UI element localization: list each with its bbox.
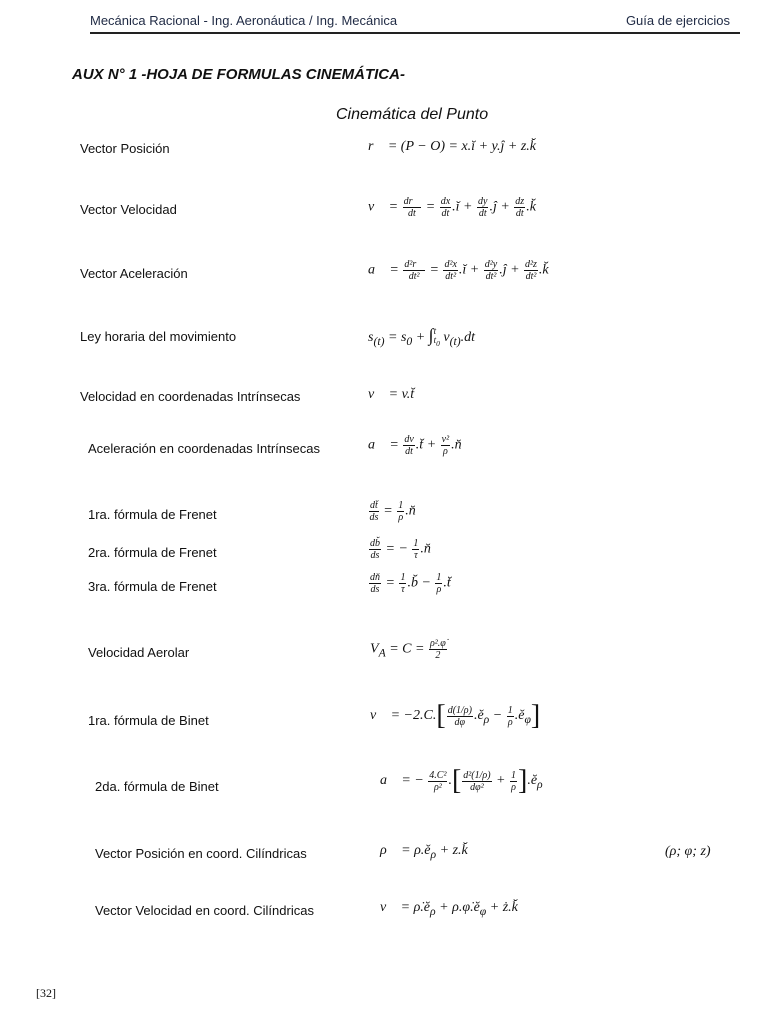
label-binet-2: 2da. fórmula de Binet: [95, 779, 219, 794]
formula-vector-velocidad: v⃗ = $\frac{dr⃗}{dt}$ = $\frac{dx}{dt}$ .ĭ + $\frac{dy}{dt}$ .ĵ + $\frac{dz}{dt}$ .k̆: [368, 196, 536, 219]
label-vector-aceleracion: Vector Aceleración: [80, 266, 188, 281]
sheet-title: AUX N° 1 -HOJA DE FORMULAS CINEMÁTICA-: [72, 66, 405, 83]
label-velocidad-aerolar: Velocidad Aerolar: [88, 645, 190, 660]
label-frenet-1: 1ra. fórmula de Frenet: [88, 507, 217, 522]
formula-vector-posicion: r⃗ = (P − O) = x.ĭ + y.ĵ + z.k̆: [368, 139, 536, 154]
label-frenet-2: 2ra. fórmula de Frenet: [88, 545, 217, 560]
formula-posicion-cilindricas: ρ⃗ = $\rho.ĕ_\rho$ + z.k̆: [380, 843, 468, 861]
formula-frenet-3: $\frac{dn̆}{ds}$ = $\frac{1}{\tau}$ .b̆ − $\frac{1}{\rho}$ .t̆: [370, 572, 451, 595]
formula-ley-horaria: $s_{(t)} = s_0$ + ∫ t $t_0$ $v_{(t)}.dt$: [368, 325, 476, 349]
formula-binet-2: a⃗ = − $\frac{\text{4.C²}}{\text{ρ²}}$ .[ $\frac{\text{d²(1/ρ)}}{\text{dφ²}}$ + $\frac{1}{\rho}$ ]$.ĕ_\rho$: [380, 765, 543, 796]
section-title: Cinemática del Punto: [336, 106, 489, 123]
label-posicion-cilindricas: Vector Posición en coord. Cilíndricas: [95, 846, 307, 861]
label-vector-velocidad: Vector Velocidad: [80, 202, 177, 217]
label-binet-1: 1ra. fórmula de Binet: [88, 713, 209, 728]
cylindrical-coordinates-note: (ρ; φ; z): [665, 844, 711, 859]
page-header: [90, 12, 740, 34]
guide-title: Guía de ejercicios: [625, 13, 730, 28]
label-velocidad-intrinsecas: Velocidad en coordenadas Intrínsecas: [80, 389, 301, 404]
formula-vector-aceleracion: a⃗ = $\frac{\text{d²r⃗}}{\text{dt²}}$ = $\frac{\text{d²x}}{\text{dt²}}$ .ĭ + $\frac{\text{d²y}}{\text{dt²}}$ .ĵ + $\frac{\text{d²z}}{\text{dt²}}$ .k̆: [368, 259, 549, 282]
formula-aceleracion-intrinsecas: a⃗ = $\frac{dv}{dt}$ .t̆ + $\frac{\text{v²}}{\rho}$ .n̆: [368, 434, 462, 457]
formula-velocidad-intrinsecas: v⃗ = v.t̆: [368, 387, 415, 402]
formula-velocidad-cilindricas: v⃗ = $\rhȯ.ĕ_\rho$ + $\rho.\varphi̇.ĕ_\varphi$ + ż.k̆: [380, 900, 518, 918]
label-velocidad-cilindricas: Vector Velocidad en coord. Cilíndricas: [95, 903, 314, 918]
page-number: [32]: [36, 986, 56, 1000]
formula-velocidad-aerolar: $V_A = C$ = $\frac{\text{ρ².φ̇}}{2}$: [370, 638, 446, 661]
label-frenet-3: 3ra. fórmula de Frenet: [88, 579, 217, 594]
label-ley-horaria: Ley horaria del movimiento: [80, 329, 237, 344]
formula-frenet-1: $\frac{dt̆}{ds}$ = $\frac{1}{\rho}$ .n̆: [369, 500, 416, 523]
label-vector-posicion: Vector Posición: [80, 141, 170, 156]
formula-frenet-2: $\frac{db̆}{ds}$ = − $\frac{1}{\tau}$ .n̆: [370, 538, 431, 561]
course-title: Mecánica Racional - Ing. Aeronáutica / Ing. Mecánica: [90, 13, 398, 28]
label-aceleracion-intrinsecas: Aceleración en coordenadas Intrínsecas: [88, 441, 320, 456]
formula-binet-1: v⃗ = −2.C.[ $\frac{d(1/\rho)}{d\varphi}$ $.ĕ_\rho$ − $\frac{1}{\rho}$ $.ĕ_\varphi$]: [370, 700, 541, 731]
